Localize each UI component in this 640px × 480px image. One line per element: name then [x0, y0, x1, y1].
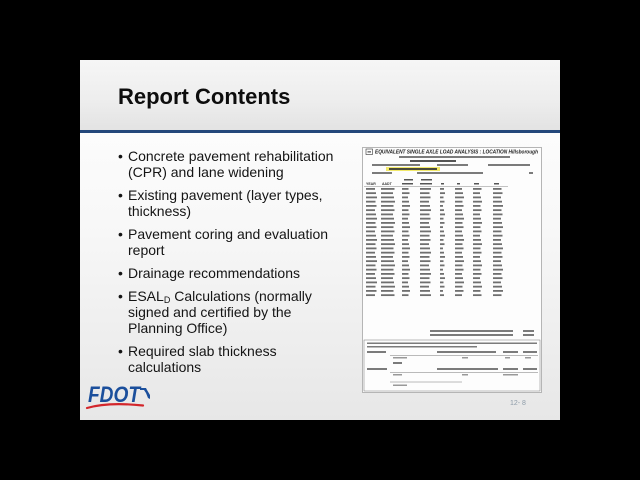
illegible-table-cell: [493, 265, 502, 267]
illegible-table-cell: [381, 188, 395, 190]
illegible-table-cell: [420, 269, 430, 271]
bullet-item: [118, 148, 341, 180]
illegible-table-cell: [455, 277, 463, 279]
illegible-table-cell: [402, 277, 410, 279]
illegible-table-cell: [493, 205, 503, 207]
illegible-table-cell: [473, 218, 481, 220]
illegible-table-cell: [473, 214, 480, 216]
illegible-scan-text: [367, 368, 387, 370]
illegible-table-cell: [493, 192, 503, 194]
illegible-scan-text: [523, 330, 534, 332]
illegible-scan-text: [402, 183, 413, 185]
illegible-table-cell: [381, 248, 394, 250]
illegible-scan-text: [372, 164, 420, 166]
illegible-table-cell: [455, 231, 462, 233]
illegible-table-cell: [420, 201, 429, 203]
illegible-table-cell: [473, 192, 480, 194]
illegible-table-cell: [440, 209, 444, 211]
illegible-table-cell: [493, 277, 503, 279]
illegible-table-cell: [493, 197, 501, 199]
illegible-scan-text: [503, 368, 518, 370]
illegible-table-cell: [493, 294, 502, 296]
illegible-table-cell: [381, 260, 394, 262]
illegible-table-cell: [381, 205, 394, 207]
illegible-table-cell: [420, 197, 431, 199]
illegible-scan-text: [430, 334, 513, 336]
illegible-table-cell: [440, 231, 444, 233]
illegible-table-cell: [402, 239, 408, 241]
illegible-table-cell: [402, 256, 410, 258]
illegible-scan-text: [417, 172, 483, 174]
illegible-table-cell: [455, 222, 463, 224]
illegible-table-cell: [420, 256, 430, 258]
illegible-table-cell: [420, 226, 430, 228]
illegible-table-cell: [402, 205, 410, 207]
illegible-table-cell: [366, 269, 377, 271]
illegible-table-cell: [440, 269, 443, 271]
illegible-table-cell: [381, 197, 394, 199]
illegible-table-cell: [366, 256, 376, 258]
illegible-scan-text: [523, 334, 534, 336]
illegible-table-cell: [455, 294, 462, 296]
illegible-table-cell: [440, 226, 443, 228]
illegible-table-cell: [420, 252, 431, 254]
illegible-table-cell: [440, 265, 445, 267]
illegible-scan-text: [367, 346, 477, 348]
illegible-table-cell: [420, 231, 431, 233]
illegible-table-cell: [440, 235, 445, 237]
illegible-table-cell: [402, 269, 410, 271]
illegible-table-cell: [493, 248, 503, 250]
illegible-table-cell: [455, 243, 463, 245]
illegible-table-cell: [493, 226, 503, 228]
illegible-scan-text: [437, 164, 468, 166]
illegible-table-cell: [366, 294, 375, 296]
illegible-table-cell: [402, 290, 410, 292]
illegible-table-cell: [493, 256, 503, 258]
illegible-table-cell: [440, 286, 445, 288]
worksheet-title: EQUIVALENT SINGLE AXLE LOAD ANALYSIS : LOCATION Hillsborough: [375, 149, 539, 156]
illegible-table-cell: [381, 269, 394, 271]
bullet-text: Pavement coring and evaluation report: [128, 226, 329, 258]
bullet-list: [118, 148, 341, 375]
illegible-scan-text: [393, 385, 407, 387]
illegible-table-cell: [366, 218, 377, 220]
illegible-table-cell: [493, 222, 502, 224]
illegible-table-cell: [493, 239, 501, 241]
illegible-scan-text: [404, 179, 413, 181]
illegible-scan-text: [393, 357, 407, 359]
illegible-table-cell: [420, 214, 430, 216]
illegible-table-cell: [455, 286, 463, 288]
illegible-table-cell: [420, 243, 429, 245]
illegible-table-cell: [420, 290, 430, 292]
bullet-text: Existing pavement (layer types, thickness): [128, 187, 323, 219]
illegible-table-cell: [402, 294, 409, 296]
illegible-table-cell: [440, 192, 445, 194]
illegible-table-cell: [440, 243, 445, 245]
illegible-table-cell: [402, 273, 409, 275]
illegible-table-cell: [455, 188, 462, 190]
illegible-table-cell: [366, 188, 375, 190]
illegible-table-cell: [473, 277, 480, 279]
illegible-scan-text: [420, 183, 432, 185]
illegible-table-cell: [381, 222, 395, 224]
illegible-scan-text: [503, 374, 518, 376]
illegible-table-cell: [473, 205, 481, 207]
illegible-table-cell: [402, 282, 408, 284]
illegible-table-cell: [402, 218, 408, 220]
page-number: 12- 8: [510, 400, 526, 407]
illegible-table-cell: [473, 201, 482, 203]
illegible-scan-text: [525, 357, 531, 359]
illegible-table-cell: [440, 256, 445, 258]
illegible-table-cell: [455, 252, 462, 254]
illegible-table-cell: [366, 214, 376, 216]
illegible-table-cell: [473, 286, 482, 288]
illegible-table-cell: [420, 273, 431, 275]
illegible-scan-text: [529, 172, 533, 174]
illegible-table-cell: [473, 248, 481, 250]
illegible-table-cell: [420, 222, 429, 224]
esal-term: ESAL: [128, 288, 164, 304]
illegible-table-cell: [455, 201, 463, 203]
illegible-table-cell: [473, 239, 481, 241]
illegible-scan-text: [457, 183, 460, 185]
scanned-esal-worksheet: [362, 147, 542, 393]
illegible-table-cell: [493, 269, 503, 271]
illegible-table-cell: [366, 260, 377, 262]
illegible-table-cell: [440, 294, 444, 296]
illegible-scan-text: [410, 160, 456, 162]
illegible-table-cell: [366, 192, 376, 194]
illegible-table-cell: [473, 197, 481, 199]
illegible-table-cell: [440, 218, 444, 220]
illegible-table-cell: [455, 265, 463, 267]
illegible-table-cell: [420, 260, 431, 262]
florida-map-icon: [140, 388, 150, 399]
illegible-table-cell: [440, 252, 444, 254]
illegible-table-cell: [473, 282, 481, 284]
illegible-table-cell: [473, 269, 481, 271]
illegible-table-cell: [402, 252, 409, 254]
illegible-scan-text: [503, 351, 518, 353]
illegible-table-cell: [455, 192, 463, 194]
illegible-table-cell: [381, 226, 394, 228]
illegible-table-cell: [473, 260, 481, 262]
illegible-table-cell: [440, 214, 445, 216]
bullet-text: Required slab thickness calculations: [128, 343, 277, 375]
illegible-table-cell: [473, 252, 482, 254]
illegible-table-cell: [381, 265, 395, 267]
bullet-item: [118, 226, 341, 258]
illegible-table-cell: [381, 273, 395, 275]
illegible-table-cell: [420, 205, 430, 207]
illegible-table-cell: [493, 252, 502, 254]
illegible-table-cell: [402, 265, 409, 267]
illegible-table-cell: [366, 235, 376, 237]
illegible-scan-text: [474, 183, 479, 185]
illegible-table-cell: [440, 222, 445, 224]
illegible-table-cell: [402, 222, 409, 224]
logo-text: FDOT: [88, 382, 142, 407]
illegible-table-cell: [493, 282, 501, 284]
illegible-table-cell: [402, 214, 410, 216]
illegible-table-cell: [366, 265, 376, 267]
illegible-table-cell: [402, 248, 410, 250]
illegible-table-cell: [402, 231, 409, 233]
illegible-table-cell: [420, 294, 431, 296]
illegible-table-cell: [440, 277, 445, 279]
illegible-table-cell: [420, 192, 430, 194]
illegible-table-cell: [381, 277, 393, 279]
illegible-scan-text: [367, 351, 386, 353]
illegible-table-cell: [420, 239, 431, 241]
illegible-table-cell: [381, 256, 393, 258]
illegible-table-cell: [381, 243, 395, 245]
illegible-table-cell: [440, 290, 443, 292]
esal-subscript: D: [163, 295, 171, 305]
illegible-table-cell: [440, 282, 444, 284]
worksheet-corner-mark: [368, 151, 372, 152]
illegible-table-cell: [402, 192, 410, 194]
illegible-scan-text: [437, 351, 496, 353]
header-accent-line: [80, 130, 560, 133]
column-label-year: YEAR: [366, 182, 376, 186]
illegible-table-cell: [381, 286, 395, 288]
illegible-table-cell: [473, 231, 482, 233]
illegible-scan-text: [372, 172, 392, 174]
illegible-table-cell: [473, 290, 481, 292]
illegible-table-cell: [402, 260, 408, 262]
illegible-table-cell: [473, 226, 481, 228]
illegible-table-cell: [440, 205, 443, 207]
illegible-scan-text: [505, 357, 510, 359]
bullet-item: [118, 187, 341, 219]
illegible-table-cell: [440, 197, 444, 199]
illegible-table-cell: [455, 218, 464, 220]
illegible-table-cell: [366, 205, 377, 207]
presentation-slide: [80, 60, 560, 420]
illegible-table-cell: [366, 197, 377, 199]
illegible-scan-text: [393, 362, 402, 364]
illegible-table-cell: [493, 201, 502, 203]
illegible-table-cell: [420, 209, 431, 211]
illegible-table-cell: [473, 265, 482, 267]
illegible-table-cell: [440, 201, 445, 203]
illegible-table-cell: [420, 248, 430, 250]
illegible-table-cell: [455, 205, 464, 207]
illegible-table-cell: [473, 235, 480, 237]
illegible-table-cell: [493, 273, 502, 275]
illegible-table-cell: [366, 273, 375, 275]
illegible-scan-text: [389, 168, 437, 170]
illegible-scan-text: [367, 343, 537, 345]
illegible-table-cell: [381, 214, 393, 216]
illegible-table-cell: [381, 201, 395, 203]
illegible-table-cell: [402, 226, 410, 228]
illegible-table-cell: [366, 239, 377, 241]
illegible-scan-text: [462, 357, 468, 359]
illegible-table-cell: [473, 222, 482, 224]
illegible-table-cell: [440, 260, 444, 262]
illegible-scan-text: [430, 330, 513, 332]
illegible-table-cell: [493, 286, 502, 288]
fdot-logo: [86, 383, 152, 413]
illegible-table-cell: [402, 188, 409, 190]
illegible-table-cell: [420, 286, 429, 288]
illegible-table-cell: [455, 239, 464, 241]
illegible-table-cell: [493, 218, 501, 220]
illegible-scan-text: [399, 156, 510, 158]
illegible-scan-text: [523, 368, 537, 370]
illegible-table-cell: [473, 256, 480, 258]
illegible-table-cell: [381, 235, 393, 237]
illegible-table-cell: [366, 222, 376, 224]
illegible-table-cell: [455, 282, 464, 284]
illegible-table-cell: [455, 197, 464, 199]
illegible-scan-text: [462, 374, 468, 376]
illegible-scan-text: [488, 164, 530, 166]
illegible-table-cell: [420, 277, 430, 279]
illegible-table-cell: [455, 256, 463, 258]
illegible-scan-text: [421, 179, 432, 181]
bullet-item: [118, 265, 341, 281]
bullet-item: [118, 288, 341, 336]
illegible-table-cell: [473, 294, 482, 296]
illegible-table-cell: [455, 260, 464, 262]
illegible-table-cell: [473, 209, 482, 211]
bullet-item: [118, 343, 341, 375]
illegible-scan-text: [523, 351, 537, 353]
illegible-scan-text: [437, 368, 498, 370]
illegible-table-cell: [366, 209, 375, 211]
illegible-table-cell: [381, 282, 394, 284]
illegible-scan-text: [393, 374, 402, 376]
illegible-table-cell: [455, 209, 462, 211]
illegible-table-cell: [381, 218, 394, 220]
illegible-table-cell: [366, 226, 377, 228]
illegible-table-cell: [366, 277, 376, 279]
illegible-table-cell: [366, 252, 375, 254]
illegible-table-cell: [381, 294, 395, 296]
illegible-table-cell: [366, 286, 376, 288]
illegible-table-cell: [473, 273, 482, 275]
illegible-table-cell: [420, 265, 429, 267]
illegible-table-cell: [455, 214, 463, 216]
column-label-aadt: AADT: [382, 182, 392, 186]
illegible-table-cell: [420, 282, 431, 284]
illegible-table-cell: [366, 201, 376, 203]
illegible-table-cell: [402, 286, 409, 288]
illegible-table-cell: [455, 290, 464, 292]
illegible-table-cell: [381, 239, 394, 241]
illegible-table-cell: [493, 209, 502, 211]
illegible-table-cell: [381, 209, 395, 211]
slide-title: Report Contents: [118, 84, 291, 109]
illegible-table-cell: [366, 290, 377, 292]
illegible-table-cell: [402, 235, 410, 237]
illegible-table-cell: [381, 290, 394, 292]
illegible-table-cell: [381, 231, 395, 233]
illegible-table-cell: [366, 243, 376, 245]
illegible-table-cell: [420, 235, 430, 237]
illegible-table-cell: [455, 235, 463, 237]
illegible-table-cell: [366, 231, 375, 233]
illegible-table-cell: [493, 290, 503, 292]
illegible-table-cell: [493, 188, 502, 190]
illegible-table-cell: [493, 260, 501, 262]
illegible-table-cell: [420, 188, 431, 190]
illegible-table-cell: [381, 252, 395, 254]
illegible-table-cell: [493, 214, 503, 216]
illegible-table-cell: [366, 282, 377, 284]
illegible-table-cell: [473, 188, 482, 190]
bullet-text: Calculations (normally signed and certified by the Planning Office): [128, 288, 312, 336]
illegible-table-cell: [455, 248, 464, 250]
illegible-table-cell: [366, 248, 377, 250]
illegible-table-cell: [455, 273, 462, 275]
illegible-table-cell: [402, 201, 409, 203]
illegible-table-cell: [420, 218, 431, 220]
illegible-table-cell: [440, 188, 444, 190]
illegible-table-cell: [455, 226, 464, 228]
illegible-table-cell: [493, 235, 503, 237]
illegible-scan-text: [494, 183, 499, 185]
illegible-table-cell: [455, 269, 464, 271]
illegible-table-cell: [493, 243, 502, 245]
illegible-table-cell: [440, 239, 444, 241]
illegible-table-cell: [402, 209, 409, 211]
illegible-scan-text: [441, 183, 444, 185]
illegible-table-cell: [440, 273, 444, 275]
illegible-table-cell: [440, 248, 443, 250]
illegible-table-cell: [402, 243, 409, 245]
bullet-text: Concrete pavement rehabilitation (CPR) and lane widening: [128, 148, 334, 180]
illegible-table-cell: [381, 192, 393, 194]
illegible-table-cell: [493, 231, 502, 233]
bullet-text: Drainage recommendations: [128, 265, 300, 281]
illegible-table-cell: [473, 243, 482, 245]
illegible-table-cell: [402, 197, 408, 199]
